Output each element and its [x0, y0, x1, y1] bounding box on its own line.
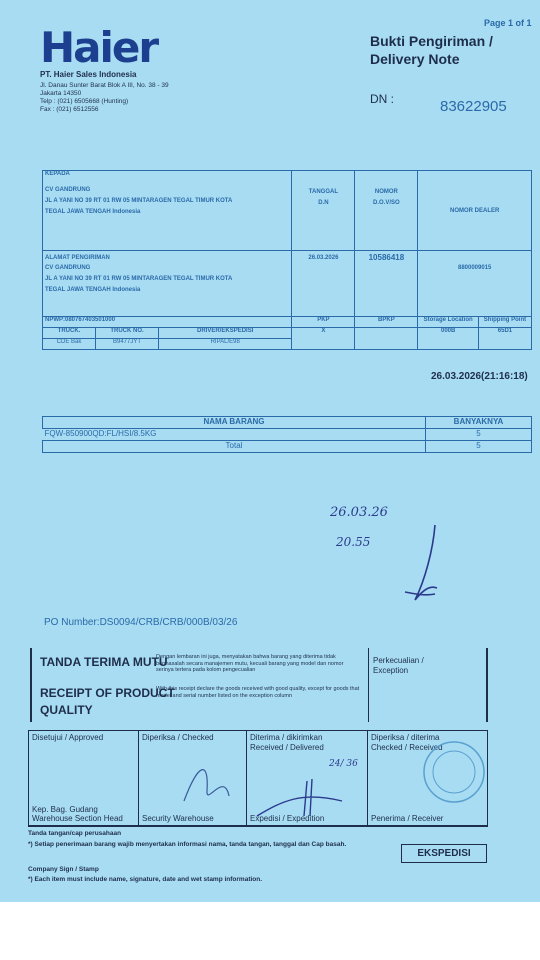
delivered-box — [247, 731, 368, 825]
checked-label: Diperiksa / Checked — [142, 733, 214, 742]
dn-label: DN : — [370, 92, 394, 106]
note-en: *) Each item must include name, signature, date and wet stamp information. — [28, 876, 263, 883]
date-value: 26.03.2026 — [308, 255, 339, 261]
po-number: PO Number:DS0094/CRB/CRB/000B/03/26 — [44, 617, 238, 628]
expedition-label: Expedisi / Expedition — [250, 814, 325, 823]
signature-grid — [28, 730, 488, 827]
received-line: Diperiksa / diterima — [371, 733, 440, 742]
signature-mark — [395, 520, 455, 610]
delivery-name: CV GANDRUNG — [45, 265, 91, 271]
receipt-title-en: RECEIPT OF PRODUCT — [40, 686, 175, 700]
handwritten-mark: 24/ 36 — [329, 759, 358, 769]
dealer-label: NOMOR DEALER — [450, 207, 500, 214]
table-row — [43, 429, 532, 441]
company-sign-id: Tanda tangan/cap perusahaan — [28, 830, 122, 837]
dealer-number: 8800009015 — [458, 265, 492, 271]
nomor-label: NOMOR — [374, 189, 398, 195]
alamat-label: ALAMAT PENGIRIMAN — [45, 255, 110, 261]
delivery-address-cell — [43, 251, 292, 317]
driver-label: DRIVER/EKSPEDISI — [159, 328, 292, 339]
receipt-text-en: With this receipt declare the goods received with good quality, except for goods that model and serial number listed on the exception column — [156, 686, 360, 699]
print-timestamp: 26.03.2026(21:16:18) — [431, 371, 528, 382]
bpkp-value — [355, 328, 418, 350]
fax-line: Fax : (021) 6512556 — [40, 106, 99, 113]
col-nama-barang: NAMA BARANG — [43, 417, 426, 429]
company-sign-en: Company Sign / Stamp — [28, 866, 99, 873]
phone-line: Telp : (021) 6505668 (Hunting) — [40, 98, 129, 105]
truck-label: TRUCK. — [43, 328, 96, 339]
company-name: PT. Haier Sales Indonesia — [40, 70, 137, 79]
date-cell — [292, 251, 355, 317]
items-table — [42, 416, 532, 453]
order-number: 10586418 — [368, 253, 405, 262]
recipient-name: CV GANDRUNG — [45, 187, 91, 193]
receipt-title-id: TANDA TERIMA MUTU — [40, 655, 168, 669]
tanggal-cell — [292, 171, 355, 251]
kep-line: Kep. Bag. Gudang — [32, 805, 98, 814]
col-banyaknya: BANYAKNYA — [426, 417, 532, 429]
nomor-value: D.O.V/SO — [373, 200, 400, 206]
pkp-value: X — [292, 328, 355, 350]
truck-no-label: TRUCK NO. — [96, 328, 159, 339]
page-number: Page 1 of 1 — [484, 18, 532, 28]
truck-no-value: B9477JYT — [96, 339, 159, 350]
note-id: *) Setiap penerimaan barang wajib menyertakan informasi nama, tanda tangan, tanggal dan Cap basah. — [28, 841, 347, 848]
haier-logo: Haier — [40, 23, 158, 72]
delivery-address: TEGAL JAWA TENGAH Indonesia — [45, 287, 141, 293]
tanggal-value: D.N — [318, 200, 329, 206]
handwritten-time: 20.55 — [336, 535, 371, 549]
handwritten-date: 26.03.26 — [330, 505, 388, 520]
ekspedisi-label: EKSPEDISI — [401, 844, 487, 863]
security-label: Security Warehouse — [142, 814, 214, 823]
stamp-icon — [420, 737, 488, 807]
tanggal-label: TANGGAL — [308, 189, 338, 195]
receipt-quality-box — [30, 648, 488, 722]
kepada-label: KEPADA — [45, 171, 70, 177]
warehouse-head-label — [32, 805, 123, 823]
order-cell — [355, 251, 418, 317]
approved-label: Disetujui / Approved — [32, 733, 104, 742]
storage-location-value: 000B — [418, 328, 479, 350]
receiver-label: Penerima / Receiver — [371, 814, 444, 823]
item-name: FQW-850900QD:FL/HSI/8.5KG — [43, 429, 426, 441]
dn-number: 83622905 — [440, 98, 507, 115]
shipping-point-label: Shipping Point — [478, 317, 531, 328]
received-line: Checked / Received — [371, 743, 443, 752]
delivery-address: JL A YANI NO 39 RT 01 RW 05 MINTARAGEN TEGAL TIMUR KOTA — [45, 276, 233, 282]
kep-line: Warehouse Section Head — [32, 814, 123, 823]
recipient-cell — [43, 171, 292, 251]
delivered-line: Received / Delivered — [250, 743, 324, 752]
nomor-cell — [355, 171, 418, 251]
delivered-label — [250, 733, 324, 753]
delivered-line: Diterima / dikirimkan — [250, 733, 323, 742]
storage-location-label: Storage Location — [418, 317, 479, 328]
recipient-address: JL A YANI NO 39 RT 01 RW 05 MINTARAGEN TEGAL TIMUR KOTA — [45, 198, 233, 204]
address-line: Jl. Danau Sunter Barat Blok A III, No. 38 - 39 — [40, 82, 169, 89]
recipient-address: TEGAL JAWA TENGAH Indonesia — [45, 209, 141, 215]
check-box — [139, 731, 247, 825]
receiver-box — [368, 731, 486, 825]
title-line: Bukti Pengiriman / — [370, 33, 493, 49]
npwp: NPWP:080767403501000 — [43, 317, 292, 328]
divider — [368, 648, 369, 722]
signature-mark — [252, 771, 352, 821]
exception-label: Perkecualian / Exception — [373, 656, 424, 675]
bpkp-label: BPKP — [355, 317, 418, 328]
receipt-title-en-2: QUALITY — [40, 703, 93, 717]
pkp-label: PKP — [292, 317, 355, 328]
total-value: 5 — [426, 441, 532, 453]
item-qty: 5 — [426, 429, 532, 441]
signature-mark — [179, 751, 239, 811]
receipt-text-id: Dengan lembaran ini juga, menyatakan bahwa barang yang diterima tidak bermasalah secara manajemen mutu, kecuali barang yang model dan nomor serinya tertera pada kolom pengecualian — [156, 654, 344, 673]
dealer-header-cell — [418, 171, 532, 251]
company-address — [40, 82, 169, 114]
driver-value: RIPAL/E98 — [159, 339, 292, 350]
shipping-point-value: 65D1 — [478, 328, 531, 350]
dealer-value-cell — [418, 251, 532, 317]
document-title — [370, 32, 493, 68]
shipment-info-table — [42, 170, 532, 350]
address-line: Jakarta 14350 — [40, 90, 82, 97]
approval-box — [29, 731, 139, 825]
truck-value: CDE Bak — [43, 339, 96, 350]
total-label: Total — [43, 441, 426, 453]
title-line: Delivery Note — [370, 51, 460, 67]
